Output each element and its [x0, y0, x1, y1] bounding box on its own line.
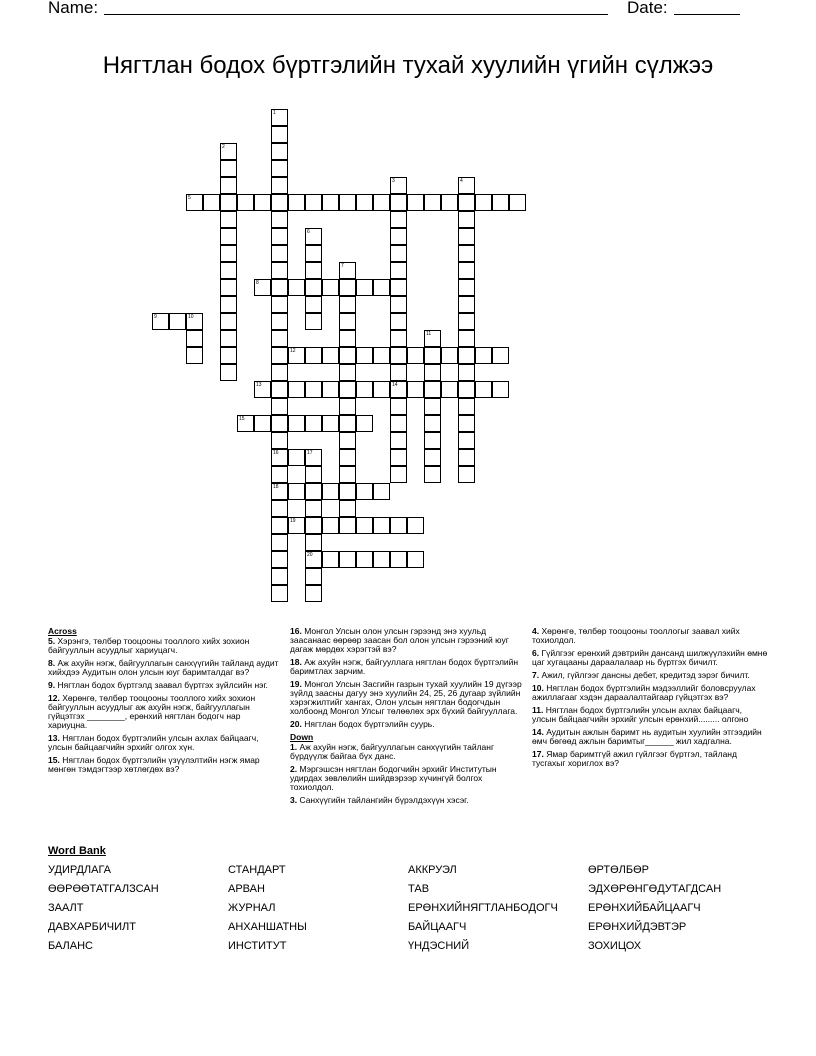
crossword-cell[interactable] [458, 347, 475, 364]
crossword-cell[interactable] [390, 432, 407, 449]
crossword-cell[interactable] [390, 279, 407, 296]
crossword-cell[interactable] [492, 194, 509, 211]
crossword-cell[interactable] [509, 194, 526, 211]
clue-across-9: 9. Нягтлан бодох бүртгэлд заавал бүртгэх зүйлсийн нэг. [48, 680, 268, 690]
clue-across-13: 13. Нягтлан бодох бүртгэлийн улсын ахлах байцаагч, улсын байцаагчийн эрхийг олгох хүн. [48, 733, 259, 752]
crossword-cell[interactable] [356, 279, 373, 296]
crossword-cell[interactable] [458, 415, 475, 432]
crossword-cell[interactable] [288, 517, 305, 534]
crossword-cell[interactable] [271, 551, 288, 568]
crossword-cell[interactable] [492, 347, 509, 364]
crossword-cell[interactable] [305, 568, 322, 585]
word-bank-item: АККРУЭЛ [408, 864, 457, 876]
cell-number: 17 [307, 450, 313, 456]
crossword-cell[interactable] [390, 415, 407, 432]
crossword-cell[interactable] [220, 245, 237, 262]
crossword-cell[interactable] [271, 432, 288, 449]
crossword-cell[interactable] [339, 313, 356, 330]
crossword-cell[interactable] [271, 330, 288, 347]
crossword-cell[interactable] [339, 517, 356, 534]
cell-number: 3 [392, 178, 395, 184]
crossword-cell[interactable] [356, 347, 373, 364]
crossword-cell[interactable] [271, 296, 288, 313]
crossword-cell[interactable] [356, 194, 373, 211]
crossword-cell[interactable] [322, 279, 339, 296]
clue-across-19: 19. Монгол Улсын Засгийн газрын тухай хуулийн 19 дүгээр зүйлд заасны дагуу энэ хуулийн 24, 25, 26 дугаар зүйлийн хэрэгжилтийг хангах, Олон улсын нягтлан бодогчдын холбоонд Монгол Улсыг төлөөлөх эрх бүхий байгууллага. [290, 679, 522, 716]
cell-number: 14 [392, 382, 398, 388]
crossword-cell[interactable] [373, 347, 390, 364]
crossword-cell[interactable] [424, 381, 441, 398]
crossword-cell[interactable] [220, 194, 237, 211]
clue-down-10: 10. Нягтлан бодох бүртгэлийн мэдээллийг боловсруулах ажиллагааг хэдэн дараалалтайгаар гүйцэтгэх вэ? [532, 683, 756, 702]
crossword-cell[interactable] [458, 449, 475, 466]
crossword-cell[interactable] [424, 415, 441, 432]
word-bank-item: ЗОХИЦОХ [588, 940, 642, 952]
crossword-cell[interactable] [305, 279, 322, 296]
crossword-cell[interactable] [288, 449, 305, 466]
crossword-cell[interactable] [441, 194, 458, 211]
word-bank-item: ТАВ [408, 883, 430, 895]
word-bank-item: ӨРТӨЛБӨР [588, 864, 650, 876]
name-label: Name: [48, 0, 99, 17]
word-bank-item: ЭДХӨРӨНГӨДУТАГДСАН [588, 883, 722, 895]
crossword-cell[interactable] [390, 398, 407, 415]
crossword-cell[interactable] [458, 364, 475, 381]
crossword-cell[interactable] [305, 347, 322, 364]
crossword-cell[interactable] [220, 347, 237, 364]
crossword-cell[interactable] [458, 330, 475, 347]
crossword-cell[interactable] [271, 483, 288, 500]
cell-number: 19 [290, 518, 296, 524]
crossword-cell[interactable] [373, 517, 390, 534]
crossword-cell[interactable] [305, 466, 322, 483]
crossword-cell[interactable] [390, 364, 407, 381]
crossword-cell[interactable] [390, 211, 407, 228]
crossword-cell[interactable] [288, 415, 305, 432]
down-heading: Down [290, 732, 314, 742]
crossword-cell[interactable] [458, 194, 475, 211]
crossword-cell[interactable] [254, 194, 271, 211]
cell-number: 13 [256, 382, 262, 388]
cell-number: 15 [239, 416, 245, 422]
word-bank-item: ДАВХАРБИЧИЛТ [48, 921, 136, 933]
crossword-cell[interactable] [254, 415, 271, 432]
crossword-cell[interactable] [390, 262, 407, 279]
clue-down-4: 4. Хөрөнгө, төлбөр тооцооны тооллогыг заавал хийх тохиолдол. [532, 626, 740, 645]
crossword-cell[interactable] [271, 364, 288, 381]
crossword-cell[interactable] [458, 279, 475, 296]
crossword-cell[interactable] [390, 228, 407, 245]
crossword-cell[interactable] [271, 398, 288, 415]
crossword-cell[interactable] [339, 262, 356, 279]
word-bank-item: ИНСТИТУТ [228, 940, 287, 952]
crossword-cell[interactable] [271, 262, 288, 279]
crossword-cell[interactable] [390, 245, 407, 262]
crossword-cell[interactable] [254, 279, 271, 296]
crossword-cell[interactable] [305, 245, 322, 262]
crossword-cell[interactable] [186, 313, 203, 330]
crossword-cell[interactable] [220, 211, 237, 228]
cell-number: 4 [460, 178, 463, 184]
clue-column-2 [290, 627, 522, 809]
crossword-cell[interactable] [339, 279, 356, 296]
crossword-cell[interactable] [424, 347, 441, 364]
crossword-cell[interactable] [220, 364, 237, 381]
crossword-cell[interactable] [390, 330, 407, 347]
clue-down-6: 6. Гүйлгээг ерөнхий дэвтрийн дансанд шилжүүлэхийн өмнө цаг хугацааны дараалалаар нь бүртгэх бичилт. [532, 648, 768, 667]
crossword-cell[interactable] [407, 381, 424, 398]
crossword-cell[interactable] [424, 449, 441, 466]
crossword-cell[interactable] [271, 449, 288, 466]
crossword-cell[interactable] [203, 194, 220, 211]
word-bank-item: СТАНДАРТ [228, 864, 286, 876]
crossword-cell[interactable] [271, 568, 288, 585]
crossword-cell[interactable] [458, 313, 475, 330]
clue-down-17: 17. Ямар баримтгүй ажил гүйлгээг бүртгэл, тайланд тусгахыг хориглох вэ? [532, 749, 737, 768]
crossword-cell[interactable] [356, 551, 373, 568]
crossword-cell[interactable] [339, 483, 356, 500]
crossword-cell[interactable] [271, 143, 288, 160]
clue-column-1 [48, 627, 280, 778]
cell-number: 1 [273, 110, 276, 116]
crossword-cell[interactable] [373, 483, 390, 500]
crossword-cell[interactable] [322, 194, 339, 211]
crossword-cell[interactable] [271, 245, 288, 262]
word-bank-title: Word Bank [48, 845, 106, 857]
word-bank-item: БАЙЦААГЧ [408, 921, 467, 933]
crossword-cell[interactable] [373, 551, 390, 568]
crossword-cell[interactable] [390, 313, 407, 330]
crossword-cell[interactable] [373, 279, 390, 296]
crossword-cell[interactable] [424, 364, 441, 381]
crossword-cell[interactable] [407, 194, 424, 211]
crossword-cell[interactable] [305, 415, 322, 432]
crossword-cell[interactable] [322, 483, 339, 500]
date-label: Date: [627, 0, 668, 17]
crossword-cell[interactable] [356, 415, 373, 432]
crossword-cell[interactable] [305, 262, 322, 279]
crossword-cell[interactable] [288, 347, 305, 364]
crossword-cell[interactable] [305, 483, 322, 500]
crossword-cell[interactable] [373, 381, 390, 398]
crossword-cell[interactable] [390, 381, 407, 398]
word-bank-item: ҮНДЭСНИЙ [408, 940, 470, 952]
crossword-cell[interactable] [390, 194, 407, 211]
crossword-cell[interactable] [271, 211, 288, 228]
clue-down-2: 2. Мэргэшсэн нягтлан бодогчийн эрхийг Институтын удирдах зөвлөлийн шийдвэрээр хүчингүй болгох тохиолдол. [290, 764, 497, 792]
page-title: Нягтлан бодох бүртгэлийн тухай хуулийн үгийн сүлжээ [102, 52, 714, 79]
crossword-cell[interactable] [475, 194, 492, 211]
crossword-cell[interactable] [305, 449, 322, 466]
cell-number: 10 [188, 314, 194, 320]
crossword-cell[interactable] [305, 551, 322, 568]
crossword-cell[interactable] [305, 194, 322, 211]
crossword-cell[interactable] [390, 347, 407, 364]
crossword-cell[interactable] [305, 381, 322, 398]
crossword-cell[interactable] [390, 551, 407, 568]
crossword-cell[interactable] [271, 126, 288, 143]
crossword-cell[interactable] [220, 228, 237, 245]
crossword-cell[interactable] [356, 483, 373, 500]
crossword-cell[interactable] [305, 534, 322, 551]
crossword-cell[interactable] [458, 211, 475, 228]
clue-down-11: 11. Нягтлан бодох бүртгэлийн улсын ахлах байцаагч, улсын байцаагчийн эрхийг улсын ерөнхий......... олгоно [532, 705, 749, 724]
crossword-cell[interactable] [458, 228, 475, 245]
crossword-cell[interactable] [390, 296, 407, 313]
crossword-cell[interactable] [458, 432, 475, 449]
crossword-cell[interactable] [458, 296, 475, 313]
crossword-cell[interactable] [271, 228, 288, 245]
cell-number: 2 [222, 144, 225, 150]
crossword-cell[interactable] [475, 381, 492, 398]
word-bank-item: ЗААЛТ [48, 902, 84, 914]
crossword-cell[interactable] [458, 262, 475, 279]
crossword-cell[interactable] [424, 330, 441, 347]
crossword-cell[interactable] [339, 330, 356, 347]
crossword-cell[interactable] [322, 347, 339, 364]
crossword-cell[interactable] [339, 500, 356, 517]
crossword-cell[interactable] [322, 415, 339, 432]
cell-number: 16 [273, 450, 279, 456]
crossword-cell[interactable] [288, 381, 305, 398]
crossword-cell[interactable] [271, 585, 288, 602]
cell-number: 18 [273, 484, 279, 490]
clue-across-12: 12. Хөрөнгө, төлбөр тооцооны тооллого хийх зохион байгууллын асуудлыг аж ахуйн нэгж, байгууллагын гүйцэтгэх ________, ерөнхий нягтлан бодогч нар хариуцна. [48, 693, 256, 730]
crossword-cell[interactable] [169, 313, 186, 330]
crossword-cell[interactable] [186, 194, 203, 211]
word-bank-item: ЖУРНАЛ [228, 902, 276, 914]
crossword-cell[interactable] [271, 347, 288, 364]
crossword-cell[interactable] [390, 177, 407, 194]
crossword-cell[interactable] [458, 381, 475, 398]
crossword-cell[interactable] [390, 517, 407, 534]
word-bank-item: АНХАНШАТНЫ [228, 921, 307, 933]
crossword-cell[interactable] [424, 398, 441, 415]
crossword-cell[interactable] [322, 517, 339, 534]
cell-number: 11 [426, 331, 432, 337]
clue-across-8: 8. Аж ахуйн нэгж, байгууллагын санхүүгийн тайланд аудит хийхдээ Аудитын олон улсын юуг баримталдаг вэ? [48, 658, 279, 677]
crossword-cell[interactable] [390, 466, 407, 483]
crossword-cell[interactable] [441, 347, 458, 364]
crossword-cell[interactable] [356, 517, 373, 534]
crossword-cell[interactable] [424, 432, 441, 449]
crossword-cell[interactable] [339, 296, 356, 313]
crossword-cell[interactable] [458, 177, 475, 194]
clue-across-16: 16. Монгол Улсын олон улсын гэрээнд энэ хуульд заасанаас өөрөөр заасан бол олон улсын гэрээний юуг дагаж мөрдөх хэрэгтэй вэ? [290, 626, 509, 654]
crossword-cell[interactable] [390, 449, 407, 466]
crossword-cell[interactable] [220, 143, 237, 160]
crossword-cell[interactable] [271, 194, 288, 211]
crossword-cell[interactable] [407, 347, 424, 364]
cell-number: 20 [307, 552, 313, 558]
crossword-cell[interactable] [458, 466, 475, 483]
crossword-cell[interactable] [305, 500, 322, 517]
crossword-cell[interactable] [441, 381, 458, 398]
crossword-cell[interactable] [475, 347, 492, 364]
clue-down-7: 7. Ажил, гүйлгээг дансны дебет, кредитэд зэрэг бичилт. [532, 670, 750, 680]
cell-number: 7 [341, 263, 344, 269]
clue-column-3 [532, 627, 768, 772]
crossword-cell[interactable] [407, 517, 424, 534]
crossword-cell[interactable] [356, 381, 373, 398]
crossword-cell[interactable] [305, 517, 322, 534]
crossword-cell[interactable] [220, 262, 237, 279]
word-bank-item: ЕРӨНХИЙНЯГТЛАНБОДОГЧ [408, 902, 558, 914]
crossword-cell[interactable] [339, 381, 356, 398]
clue-across-15: 15. Нягтлан бодох бүртгэлийн үзүүлэлтийн нэгж ямар мөнгөн тэмдэгтээр хөтлөгдөх вэ? [48, 755, 260, 774]
crossword-cell[interactable] [339, 347, 356, 364]
across-heading: Across [48, 626, 77, 636]
crossword-cell[interactable] [373, 194, 390, 211]
crossword-cell[interactable] [271, 415, 288, 432]
crossword-cell[interactable] [271, 517, 288, 534]
clue-across-5: 5. Хэрэнгэ, төлбөр тооцооны тооллого хийх зохион байгууллын асуудлыг хариуцагч. [48, 636, 250, 655]
clue-down-3: 3. Санхүүгийн тайлангийн бүрэлдэхүүн хэсэг. [290, 795, 469, 805]
crossword-cell[interactable] [339, 432, 356, 449]
crossword-cell[interactable] [339, 415, 356, 432]
crossword-cell[interactable] [458, 245, 475, 262]
word-bank-item: БАЛАНС [48, 940, 93, 952]
crossword-cell[interactable] [271, 160, 288, 177]
crossword-cell[interactable] [220, 177, 237, 194]
crossword-cell[interactable] [339, 466, 356, 483]
crossword-cell[interactable] [424, 194, 441, 211]
crossword-cell[interactable] [271, 177, 288, 194]
crossword-cell[interactable] [271, 279, 288, 296]
crossword-cell[interactable] [305, 585, 322, 602]
crossword-cell[interactable] [271, 109, 288, 126]
crossword-cell[interactable] [288, 483, 305, 500]
clue-across-18: 18. Аж ахуйн нэгж, байгууллага нягтлан бодох бүртгэлийн баримтлах зарчим. [290, 657, 519, 676]
crossword-cell[interactable] [424, 466, 441, 483]
word-bank-item: ЕРӨНХИЙДЭВТЭР [588, 921, 687, 933]
crossword-cell[interactable] [339, 194, 356, 211]
crossword-cell[interactable] [186, 347, 203, 364]
crossword-cell[interactable] [271, 313, 288, 330]
crossword-cell[interactable] [271, 534, 288, 551]
crossword-cell[interactable] [271, 381, 288, 398]
crossword-cell[interactable] [305, 313, 322, 330]
crossword-cell[interactable] [220, 296, 237, 313]
crossword-cell[interactable] [288, 279, 305, 296]
cell-number: 5 [188, 195, 191, 201]
crossword-cell[interactable] [322, 381, 339, 398]
cell-number: 8 [256, 280, 259, 286]
crossword-cell[interactable] [237, 415, 254, 432]
clue-down-1: 1. Аж ахуйн нэгж, байгууллагын санхүүгийн тайланг бүрдүүлж байгаа бүх данс. [290, 742, 495, 761]
crossword-cell[interactable] [339, 364, 356, 381]
crossword-cell[interactable] [339, 551, 356, 568]
crossword-cell[interactable] [237, 194, 254, 211]
crossword-cell[interactable] [254, 381, 271, 398]
clue-across-20: 20. Нягтлан бодох бүртгэлийн суурь. [290, 719, 435, 729]
crossword-cell[interactable] [339, 449, 356, 466]
crossword-cell[interactable] [339, 398, 356, 415]
crossword-cell[interactable] [407, 551, 424, 568]
word-bank-item: ЕРӨНХИЙБАЙЦААГЧ [588, 902, 701, 914]
crossword-cell[interactable] [288, 194, 305, 211]
clue-down-14: 14. Аудитын ажлын баримт нь аудитын хуулийн этгээдийн өмч бөгөөд ажлын баримтыг______ жил хадгална. [532, 727, 762, 746]
crossword-cell[interactable] [492, 381, 509, 398]
crossword-cell[interactable] [220, 279, 237, 296]
crossword-cell[interactable] [152, 313, 169, 330]
word-bank-item: АРВАН [228, 883, 265, 895]
crossword-cell[interactable] [305, 228, 322, 245]
cell-number: 6 [307, 229, 310, 235]
crossword-cell[interactable] [305, 296, 322, 313]
cell-number: 12 [290, 348, 296, 354]
crossword-cell[interactable] [458, 398, 475, 415]
crossword-cell[interactable] [220, 313, 237, 330]
crossword-cell[interactable] [186, 330, 203, 347]
crossword-cell[interactable] [220, 330, 237, 347]
word-bank-item: УДИРДЛАГА [48, 864, 112, 876]
crossword-cell[interactable] [271, 466, 288, 483]
crossword-cell[interactable] [220, 160, 237, 177]
crossword-cell[interactable] [271, 500, 288, 517]
cell-number: 9 [154, 314, 157, 320]
word-bank-item: ӨӨРӨӨТАТГАЛЗСАН [48, 883, 159, 895]
crossword-cell[interactable] [322, 551, 339, 568]
